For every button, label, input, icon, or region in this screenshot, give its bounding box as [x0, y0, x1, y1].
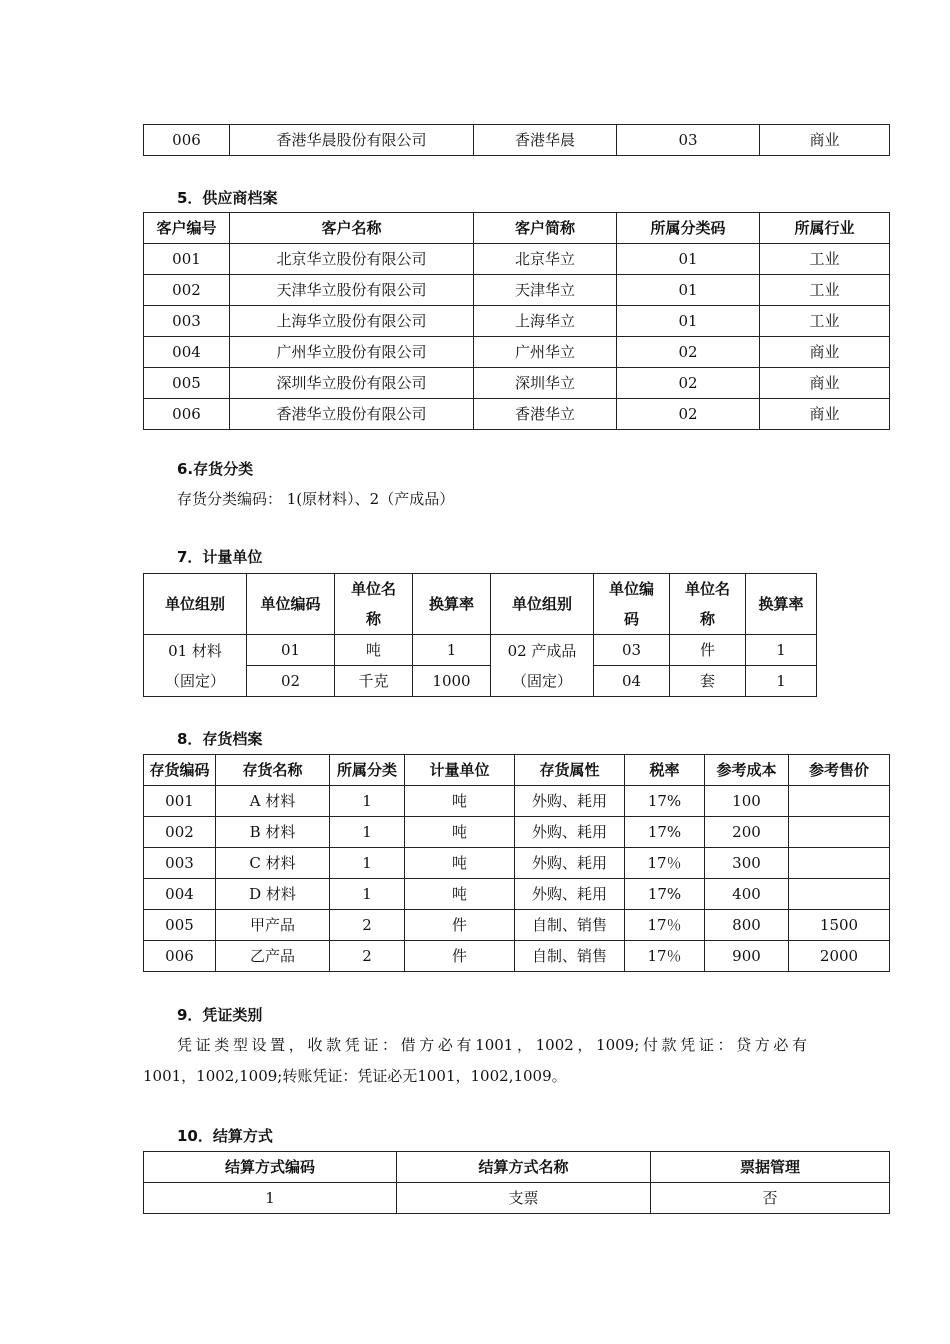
table-cell: 1000 — [413, 666, 491, 697]
customer-table-tail — [143, 124, 890, 156]
table-cell: 深圳华立股份有限公司 — [230, 368, 474, 399]
table-cell: 吨 — [405, 786, 515, 817]
table-cell: 自制、销售 — [515, 910, 625, 941]
section-9-line-1: 凭证类型设置，收款凭证：借方必有1001，1002，1009;付款凭证：贷方必有 — [177, 1036, 807, 1054]
table-header-row — [144, 755, 890, 786]
table-cell: 006 — [144, 941, 216, 972]
table-row — [144, 368, 890, 399]
table-cell: 002 — [144, 275, 230, 306]
column-header: 单位组别 — [144, 574, 247, 635]
table-cell: 乙产品 — [216, 941, 330, 972]
table-cell: 02 — [617, 368, 760, 399]
table-cell: 套 — [670, 666, 746, 697]
unit-group-cell: 02 产成品（固定） — [491, 635, 594, 697]
table-cell: 006 — [144, 399, 230, 430]
table-cell: 003 — [144, 306, 230, 337]
table-cell: D 材料 — [216, 879, 330, 910]
table-cell: 1 — [330, 817, 405, 848]
table-cell: 商业 — [760, 399, 890, 430]
table-cell — [789, 786, 890, 817]
section-8-heading: 8．存货档案 — [177, 730, 263, 748]
table-header-row — [144, 1152, 890, 1183]
table-cell: 2 — [330, 941, 405, 972]
table-cell: 17% — [625, 786, 705, 817]
table-cell: 004 — [144, 879, 216, 910]
table-row — [144, 399, 890, 430]
table-cell: 17% — [625, 817, 705, 848]
table-cell: 04 — [594, 666, 670, 697]
unit-table — [143, 573, 817, 697]
table-cell: 北京华立 — [474, 244, 617, 275]
table-cell: 商业 — [760, 368, 890, 399]
column-header: 所属分类 — [330, 755, 405, 786]
table-cell: 外购、耗用 — [515, 879, 625, 910]
table-cell: 005 — [144, 910, 216, 941]
table-cell: 001 — [144, 786, 216, 817]
column-header: 换算率 — [746, 574, 817, 635]
table-cell: 天津华立股份有限公司 — [230, 275, 474, 306]
table-cell: 01 — [247, 635, 335, 666]
table-row — [144, 786, 890, 817]
table-cell: 01 — [617, 275, 760, 306]
table-cell: 上海华立股份有限公司 — [230, 306, 474, 337]
table-cell: 件 — [670, 635, 746, 666]
table-cell: 吨 — [405, 879, 515, 910]
table-cell: 自制、销售 — [515, 941, 625, 972]
table-row — [144, 125, 890, 156]
table-cell: 1 — [144, 1183, 397, 1214]
table-cell: 2 — [330, 910, 405, 941]
table-cell: 工业 — [760, 244, 890, 275]
table-cell — [789, 848, 890, 879]
table-cell: 003 — [144, 848, 216, 879]
table-cell: 03 — [617, 125, 760, 156]
table-cell: 否 — [651, 1183, 890, 1214]
table-cell: 外购、耗用 — [515, 786, 625, 817]
table-cell: 外购、耗用 — [515, 848, 625, 879]
column-header: 客户名称 — [230, 213, 474, 244]
table-cell — [789, 879, 890, 910]
section-9-line-2: 1001，1002,1009;转账凭证：凭证必无1001，1002,1009。 — [143, 1067, 567, 1085]
section-10-heading: 10．结算方式 — [177, 1127, 273, 1145]
table-cell: 甲产品 — [216, 910, 330, 941]
table-cell: 17％ — [625, 910, 705, 941]
table-cell: 1 — [746, 666, 817, 697]
table-header-row — [144, 574, 817, 635]
table-cell: 200 — [705, 817, 789, 848]
table-cell: 1 — [330, 848, 405, 879]
column-header: 结算方式名称 — [397, 1152, 651, 1183]
table-cell: 1 — [330, 879, 405, 910]
table-cell: 004 — [144, 337, 230, 368]
inventory-table — [143, 754, 890, 972]
table-row — [144, 337, 890, 368]
column-header: 存货编码 — [144, 755, 216, 786]
table-cell: 300 — [705, 848, 789, 879]
table-cell: 广州华立 — [474, 337, 617, 368]
column-header: 计量单位 — [405, 755, 515, 786]
column-header: 所属分类码 — [617, 213, 760, 244]
table-header-row — [144, 213, 890, 244]
table-cell: A 材料 — [216, 786, 330, 817]
table-cell: 006 — [144, 125, 230, 156]
column-header: 结算方式编码 — [144, 1152, 397, 1183]
table-cell: 17% — [625, 879, 705, 910]
column-header: 单位名称 — [670, 574, 746, 635]
table-cell: 100 — [705, 786, 789, 817]
table-cell: 香港华晨 — [474, 125, 617, 156]
table-cell: 件 — [405, 941, 515, 972]
table-cell: 1500 — [789, 910, 890, 941]
table-cell: 千克 — [335, 666, 413, 697]
table-cell: 香港华晨股份有限公司 — [230, 125, 474, 156]
table-row — [144, 1183, 890, 1214]
table-row — [144, 910, 890, 941]
table-cell: 商业 — [760, 337, 890, 368]
table-cell: 外购、耗用 — [515, 817, 625, 848]
table-cell: 005 — [144, 368, 230, 399]
table-row — [144, 848, 890, 879]
supplier-table — [143, 212, 890, 430]
table-cell: 工业 — [760, 275, 890, 306]
table-cell: 02 — [247, 666, 335, 697]
table-cell: 001 — [144, 244, 230, 275]
column-header: 换算率 — [413, 574, 491, 635]
column-header: 客户简称 — [474, 213, 617, 244]
table-cell: 02 — [617, 337, 760, 368]
table-cell: 17％ — [625, 941, 705, 972]
table-cell: 01 — [617, 244, 760, 275]
column-header: 单位编码 — [594, 574, 670, 635]
table-cell: 件 — [405, 910, 515, 941]
column-header: 单位名称 — [335, 574, 413, 635]
table-cell: 900 — [705, 941, 789, 972]
column-header: 客户编号 — [144, 213, 230, 244]
table-row — [144, 879, 890, 910]
column-header: 单位编码 — [247, 574, 335, 635]
table-cell: 02 — [617, 399, 760, 430]
table-cell: 01 — [617, 306, 760, 337]
table-cell: 香港华立 — [474, 399, 617, 430]
section-5-heading: 5．供应商档案 — [177, 189, 278, 207]
table-cell: 工业 — [760, 306, 890, 337]
table-row — [144, 817, 890, 848]
column-header: 存货属性 — [515, 755, 625, 786]
table-cell: 吨 — [405, 848, 515, 879]
settlement-table — [143, 1151, 890, 1214]
table-cell: 800 — [705, 910, 789, 941]
table-cell: 吨 — [335, 635, 413, 666]
table-cell: 1 — [746, 635, 817, 666]
table-cell: 支票 — [397, 1183, 651, 1214]
column-header: 参考售价 — [789, 755, 890, 786]
table-cell: 400 — [705, 879, 789, 910]
column-header: 参考成本 — [705, 755, 789, 786]
table-cell: 上海华立 — [474, 306, 617, 337]
table-cell: B 材料 — [216, 817, 330, 848]
section-9-heading: 9．凭证类别 — [177, 1006, 263, 1024]
table-row — [144, 306, 890, 337]
table-cell: 03 — [594, 635, 670, 666]
table-cell: 广州华立股份有限公司 — [230, 337, 474, 368]
table-row — [144, 941, 890, 972]
table-cell — [789, 817, 890, 848]
table-row — [144, 635, 817, 666]
table-cell: 2000 — [789, 941, 890, 972]
column-header: 所属行业 — [760, 213, 890, 244]
table-row — [144, 244, 890, 275]
column-header: 存货名称 — [216, 755, 330, 786]
section-7-heading: 7．计量单位 — [177, 548, 263, 566]
table-cell: 香港华立股份有限公司 — [230, 399, 474, 430]
table-cell: 商业 — [760, 125, 890, 156]
section-6-text: 存货分类编码： 1(原材料）、2（产成品） — [177, 490, 455, 508]
table-cell: 北京华立股份有限公司 — [230, 244, 474, 275]
column-header: 单位组别 — [491, 574, 594, 635]
table-cell: 1 — [330, 786, 405, 817]
column-header: 税率 — [625, 755, 705, 786]
table-cell: 1 — [413, 635, 491, 666]
table-cell: 深圳华立 — [474, 368, 617, 399]
table-cell: 吨 — [405, 817, 515, 848]
section-6-heading: 6.存货分类 — [177, 460, 254, 478]
table-cell: 17％ — [625, 848, 705, 879]
table-cell: 天津华立 — [474, 275, 617, 306]
column-header: 票据管理 — [651, 1152, 890, 1183]
table-cell: 002 — [144, 817, 216, 848]
unit-group-cell: 01 材料（固定） — [144, 635, 247, 697]
table-row — [144, 275, 890, 306]
table-cell: C 材料 — [216, 848, 330, 879]
